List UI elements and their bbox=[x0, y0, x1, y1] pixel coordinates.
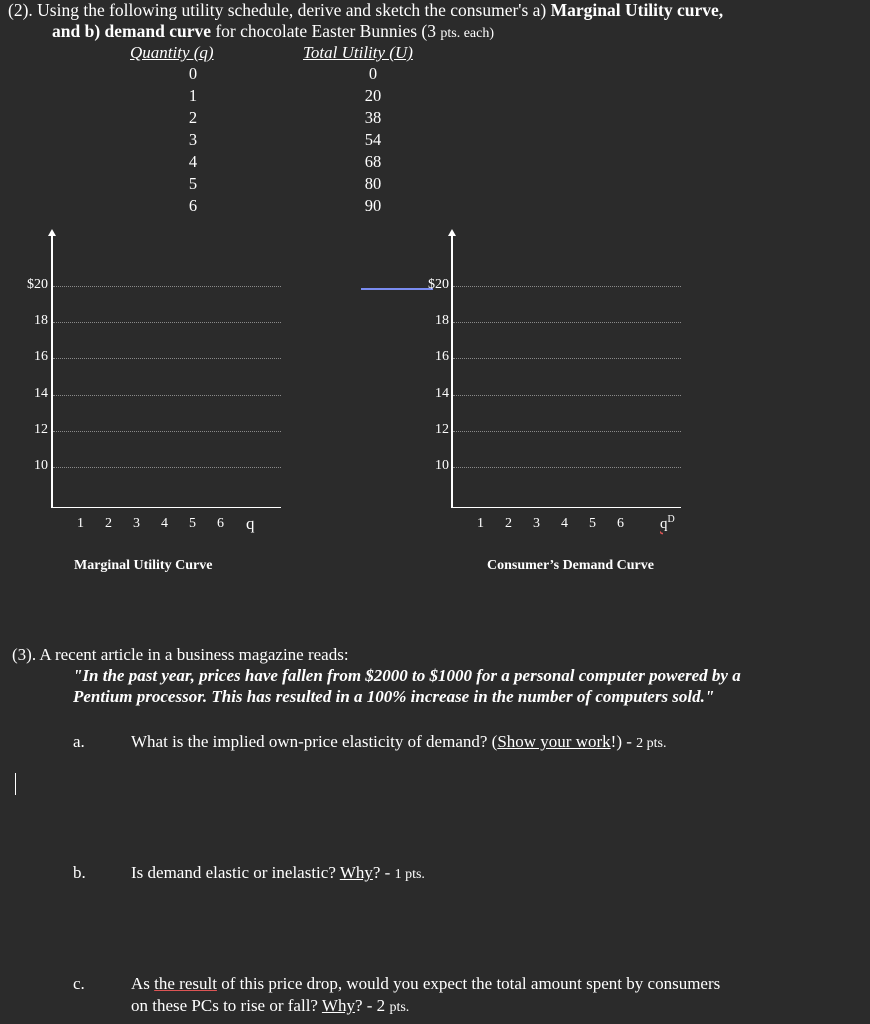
q3-intro: (3). A recent article in a business magazine reads: bbox=[12, 645, 349, 664]
q3c-text-line2: on these PCs to rise or fall? Why? - 2 pts. bbox=[131, 996, 410, 1015]
y-axis-label: 12 bbox=[435, 422, 449, 437]
x-axis-label: 5 bbox=[189, 516, 196, 531]
y-axis-label: 16 bbox=[34, 349, 48, 364]
total-utility-value: 54 bbox=[364, 130, 382, 149]
x-axis-label: 2 bbox=[105, 516, 112, 531]
y-axis-label: 18 bbox=[435, 313, 449, 328]
text-cursor bbox=[15, 773, 16, 795]
quantity-value: 2 bbox=[188, 108, 198, 127]
x-axis-label: 1 bbox=[477, 516, 484, 531]
quantity-value: 3 bbox=[188, 130, 198, 149]
quantity-value: 1 bbox=[188, 86, 198, 105]
gridline bbox=[53, 431, 281, 432]
q2-bold-mu: Marginal Utility curve, bbox=[550, 0, 724, 20]
col-header-total-utility: Total Utility (U) bbox=[303, 43, 413, 62]
x-axis-label: 6 bbox=[217, 516, 224, 531]
gridline bbox=[453, 431, 681, 432]
y-axis-label: $20 bbox=[27, 277, 48, 292]
gridline bbox=[53, 467, 281, 468]
q3b-text: Is demand elastic or inelastic? Why? - 1 pts. bbox=[131, 863, 425, 882]
x-axis-var: q bbox=[246, 514, 255, 533]
q2-bold-demand: and b) demand curve bbox=[52, 21, 211, 41]
gridline bbox=[53, 286, 281, 287]
y-axis-label: 10 bbox=[34, 458, 48, 473]
x-axis bbox=[51, 507, 281, 508]
y-axis-label: 16 bbox=[435, 349, 449, 364]
total-utility-value: 0 bbox=[368, 64, 378, 83]
gridline bbox=[453, 286, 681, 287]
q3-quote-line1: "In the past year, prices have fallen from $2000 to $1000 for a personal computer powered by a bbox=[73, 666, 741, 685]
quantity-value: 6 bbox=[188, 196, 198, 215]
col-header-quantity: Quantity (q) bbox=[130, 43, 214, 62]
quantity-value: 0 bbox=[188, 64, 198, 83]
q2-title-line1: (2). Using the following utility schedule, derive and sketch the consumer's a) Marginal Utility curve, bbox=[8, 0, 724, 20]
gridline bbox=[453, 322, 681, 323]
graph-right-caption: Consumer’s Demand Curve bbox=[487, 558, 654, 573]
y-axis-label: 12 bbox=[34, 422, 48, 437]
gridline bbox=[453, 467, 681, 468]
x-axis-label: 4 bbox=[561, 516, 568, 531]
x-axis-label: 4 bbox=[161, 516, 168, 531]
x-axis-label: 3 bbox=[133, 516, 140, 531]
gridline bbox=[453, 395, 681, 396]
q3-quote-line2: Pentium processor. This has resulted in a 100% increase in the number of computers sold." bbox=[73, 687, 715, 706]
x-axis-label: 2 bbox=[505, 516, 512, 531]
x-axis-var: $q^D$ bbox=[660, 514, 675, 532]
gridline bbox=[53, 358, 281, 359]
quantity-value: 5 bbox=[188, 174, 198, 193]
total-utility-value: 80 bbox=[364, 174, 382, 193]
graph-left-caption: Marginal Utility Curve bbox=[74, 558, 213, 573]
q3c-letter: c. bbox=[73, 974, 85, 993]
y-axis-label: 14 bbox=[435, 386, 449, 401]
x-axis-label: 1 bbox=[77, 516, 84, 531]
q3a-text: What is the implied own-price elasticity of demand? (Show your work!) - 2 pts. bbox=[131, 732, 667, 751]
gridline bbox=[53, 322, 281, 323]
x-axis-label: 5 bbox=[589, 516, 596, 531]
y-axis-label: $20 bbox=[428, 277, 449, 292]
total-utility-value: 20 bbox=[364, 86, 382, 105]
q2-title-line2: and b) demand curve for chocolate Easter Bunnies (3 pts. each) bbox=[52, 21, 495, 41]
q3a-letter: a. bbox=[73, 732, 85, 751]
total-utility-value: 90 bbox=[364, 196, 382, 215]
gridline bbox=[453, 358, 681, 359]
q3c-text-line1: As the result of this price drop, would you expect the total amount spent by consumers bbox=[131, 974, 721, 993]
total-utility-value: 68 bbox=[364, 152, 382, 171]
y-axis-label: 14 bbox=[34, 386, 48, 401]
total-utility-value: 38 bbox=[364, 108, 382, 127]
quantity-value: 4 bbox=[188, 152, 198, 171]
x-axis-label: 6 bbox=[617, 516, 624, 531]
y-axis-label: 10 bbox=[435, 458, 449, 473]
q3b-letter: b. bbox=[73, 863, 86, 882]
x-axis-label: 3 bbox=[533, 516, 540, 531]
y-axis-label: 18 bbox=[34, 313, 48, 328]
gridline bbox=[53, 395, 281, 396]
x-axis bbox=[451, 507, 681, 508]
